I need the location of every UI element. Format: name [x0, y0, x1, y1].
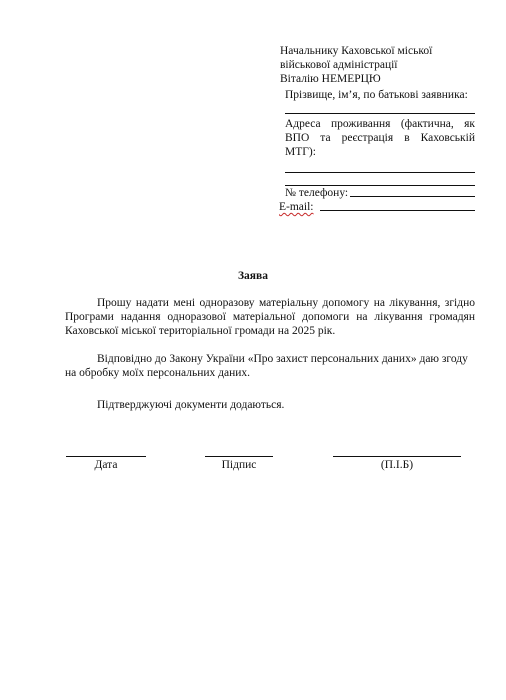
paragraph-request-text: Прошу надати мені одноразову матеріальну допомогу на лікування, згідно Програми надання одноразової матеріальної допомоги на лікування громадян Каховської міської територіальної громади на 2025 рік.	[65, 297, 475, 337]
applicant-email-field[interactable]	[320, 210, 476, 211]
recipient-line-3: Віталію НЕМЕРЦЮ	[280, 73, 381, 85]
applicant-block	[279, 88, 475, 214]
recipient-block	[280, 44, 480, 86]
signature-name-block	[333, 446, 461, 472]
applicant-phone-label: № телефону:	[285, 187, 349, 199]
signature-date-label: Дата	[94, 459, 118, 471]
applicant-address-label: Адреса проживання (фактична, як ВПО та реєстрація в Каховській МТГ):	[285, 118, 475, 158]
recipient-line-1: Начальнику Каховської міської	[280, 45, 433, 57]
signature-sign-label: Підпис	[221, 459, 257, 471]
signature-sign-block	[205, 446, 273, 472]
signature-name-label: (П.І.Б)	[380, 459, 414, 471]
applicant-phone-row	[285, 186, 475, 200]
signature-sign-field[interactable]	[205, 446, 273, 457]
paragraph-consent	[65, 352, 475, 380]
applicant-address-field-1[interactable]	[285, 172, 475, 173]
applicant-email-row	[279, 200, 475, 214]
paragraph-consent-text: Відповідно до Закону України «Про захист персональних даних» даю згоду на обробку моїх персональних даних.	[65, 353, 468, 379]
paragraph-documents	[65, 398, 475, 412]
applicant-phone-field[interactable]	[350, 196, 475, 197]
paragraph-documents-text: Підтверджуючі документи додаються.	[97, 399, 285, 411]
document-title: Заява	[237, 270, 268, 282]
paragraph-request	[65, 296, 475, 338]
signature-date-field[interactable]	[66, 446, 146, 457]
recipient-line-2: військової адміністрації	[280, 59, 398, 71]
applicant-email-label: E-mail:	[279, 201, 314, 213]
applicant-name-label: Прізвище, ім’я, по батькові заявника:	[285, 89, 468, 101]
signature-date-block	[66, 446, 146, 472]
signature-name-field[interactable]	[333, 446, 461, 457]
applicant-name-field[interactable]	[285, 113, 475, 114]
